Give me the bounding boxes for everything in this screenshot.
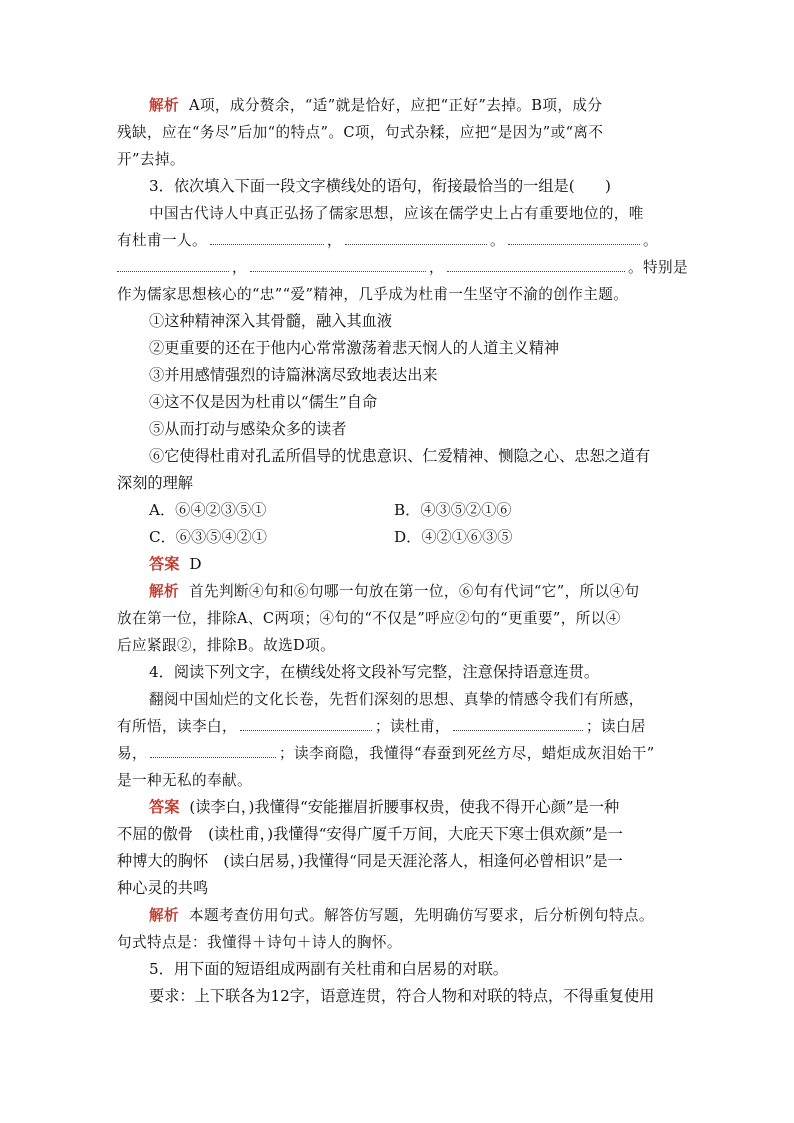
q3-item-3: ③并用感情强烈的诗篇淋漓尽致地表达出来: [149, 366, 438, 384]
fill-blank[interactable]: [508, 231, 640, 245]
q4-passage-line-1: 翻阅中国灿烂的文化长卷，先哲们深刻的思想、真挚的情感令我们有所感，: [149, 691, 644, 708]
q3-analysis-line-1: 解析 首先判断④句和⑥句哪一句放在第一位，⑥句有代词“它”，所以④句: [149, 583, 640, 600]
fill-blank[interactable]: [240, 717, 372, 731]
fill-blank[interactable]: [453, 717, 583, 731]
q3-answer: [117, 551, 679, 578]
q4-passage-line-4: 是一种无私的奉献。: [117, 772, 252, 789]
answer-label: 答案: [149, 798, 180, 816]
q4-passage-line-3: 易， ；读李商隐，我懂得“春蚕到死丝方尽，蜡炬成灰泪始干”: [117, 745, 655, 762]
q5-stem: 5．用下面的短语组成两副有关杜甫和白居易的对联。: [149, 960, 508, 978]
q4-stem: 4．阅读下列文字，在横线处将文段补写完整，注意保持语意连贯。: [149, 663, 600, 681]
analysis-label: 解析: [149, 97, 179, 114]
q2-analysis-line-2: 残缺，应在“务尽”后加“的特点”。C项，句式杂糅，应把“是因为”或“离不: [117, 124, 604, 141]
q3-item-1: ①这种精神深入其骨髓，融入其血液: [149, 312, 392, 330]
q3-stem: 3．依次填入下面一段文字横线处的语句，衔接最恰当的一组是( ): [149, 177, 611, 195]
answer-label: 答案: [149, 555, 180, 573]
fill-blank[interactable]: [447, 258, 625, 272]
q3-item-2: ②更重要的还在于他内心常常激荡着悲天悯人的人道主义精神: [149, 339, 560, 357]
fill-blank[interactable]: [345, 231, 487, 245]
fill-blank[interactable]: [117, 258, 229, 272]
option-c[interactable]: C．⑥③⑤④②①: [149, 528, 267, 546]
q5-requirement: 要求：上下联各为12字，语意连贯，符合人物和对联的特点，不得重复使用: [149, 987, 655, 1005]
q4-passage-line-2: 有所悟，读李白， ；读杜甫， ；读白居: [117, 718, 646, 735]
answer-value: D: [189, 555, 202, 573]
q4-analysis-line-1: 解析 本题考查仿用句式。解答仿写题，先明确仿写要求，后分析例句特点。: [149, 907, 654, 924]
fill-blank[interactable]: [250, 258, 426, 272]
q4-analysis-line-2: 句式特点是：我懂得＋诗句＋诗人的胸怀。: [117, 934, 402, 951]
q3-options-row-1: [117, 497, 679, 524]
q3-options-row-2: [117, 524, 679, 551]
q2-analysis-line-3: 开”去掉。: [117, 151, 185, 168]
q3-passage-line-3: ， ， 。特别是: [117, 254, 679, 281]
q3-passage-line-2: 有杜甫一人。 ， 。 。: [117, 232, 658, 249]
analysis-label: 解析: [149, 583, 179, 600]
fill-blank[interactable]: [210, 231, 324, 245]
q2-analysis-line-1: 解析 A项，成分赘余，“适”就是恰好，应把“正好”去掉。B项，成分: [149, 97, 603, 114]
q3-item-6-line-1: ⑥它使得杜甫对孔孟所倡导的忧患意识、仁爱精神、恻隐之心、忠恕之道有: [149, 447, 651, 465]
option-b[interactable]: B．④③⑤②①⑥: [394, 501, 512, 519]
q3-item-4: ④这不仅是因为杜甫以“儒生”自命: [149, 393, 378, 411]
document-page: [117, 92, 688, 1010]
q4-answer-line-1: 答案 (读李白，)我懂得“安能摧眉折腰事权贵，使我不得开心颜”是一种: [149, 798, 620, 816]
q4-answer-line-4: 种心灵的共鸣: [117, 879, 209, 897]
analysis-label: 解析: [149, 907, 179, 924]
q4-answer-line-2: 不屈的傲骨 (读杜甫，)我懂得“安得广厦千万间，大庇天下寒士俱欢颜”是一: [117, 825, 623, 843]
q3-passage-line-1: 中国古代诗人中真正弘扬了儒家思想，应该在儒学史上占有重要地位的，唯: [149, 205, 644, 222]
q3-item-5: ⑤从而打动与感染众多的读者: [149, 420, 347, 438]
option-a[interactable]: A．⑥④②③⑤①: [149, 501, 267, 519]
q3-analysis-line-3: 后应紧跟②，排除B。故选D项。: [117, 637, 336, 654]
option-d[interactable]: D．④②①⑥③⑤: [394, 528, 513, 546]
q3-item-6-line-2: 深刻的理解: [117, 474, 193, 492]
fill-blank[interactable]: [150, 744, 276, 758]
q3-passage-line-4: 作为儒家思想核心的“忠”“爱”精神，几乎成为杜甫一生坚守不渝的创作主题。: [117, 286, 629, 303]
q4-answer-line-3: 种博大的胸怀 (读白居易，)我懂得“同是天涯沦落人，相逢何必曾相识”是一: [117, 852, 623, 870]
q3-analysis-line-2: 放在第一位，排除A、C两项；④句的“不仅是”呼应②句的“更重要”，所以④: [117, 610, 621, 627]
